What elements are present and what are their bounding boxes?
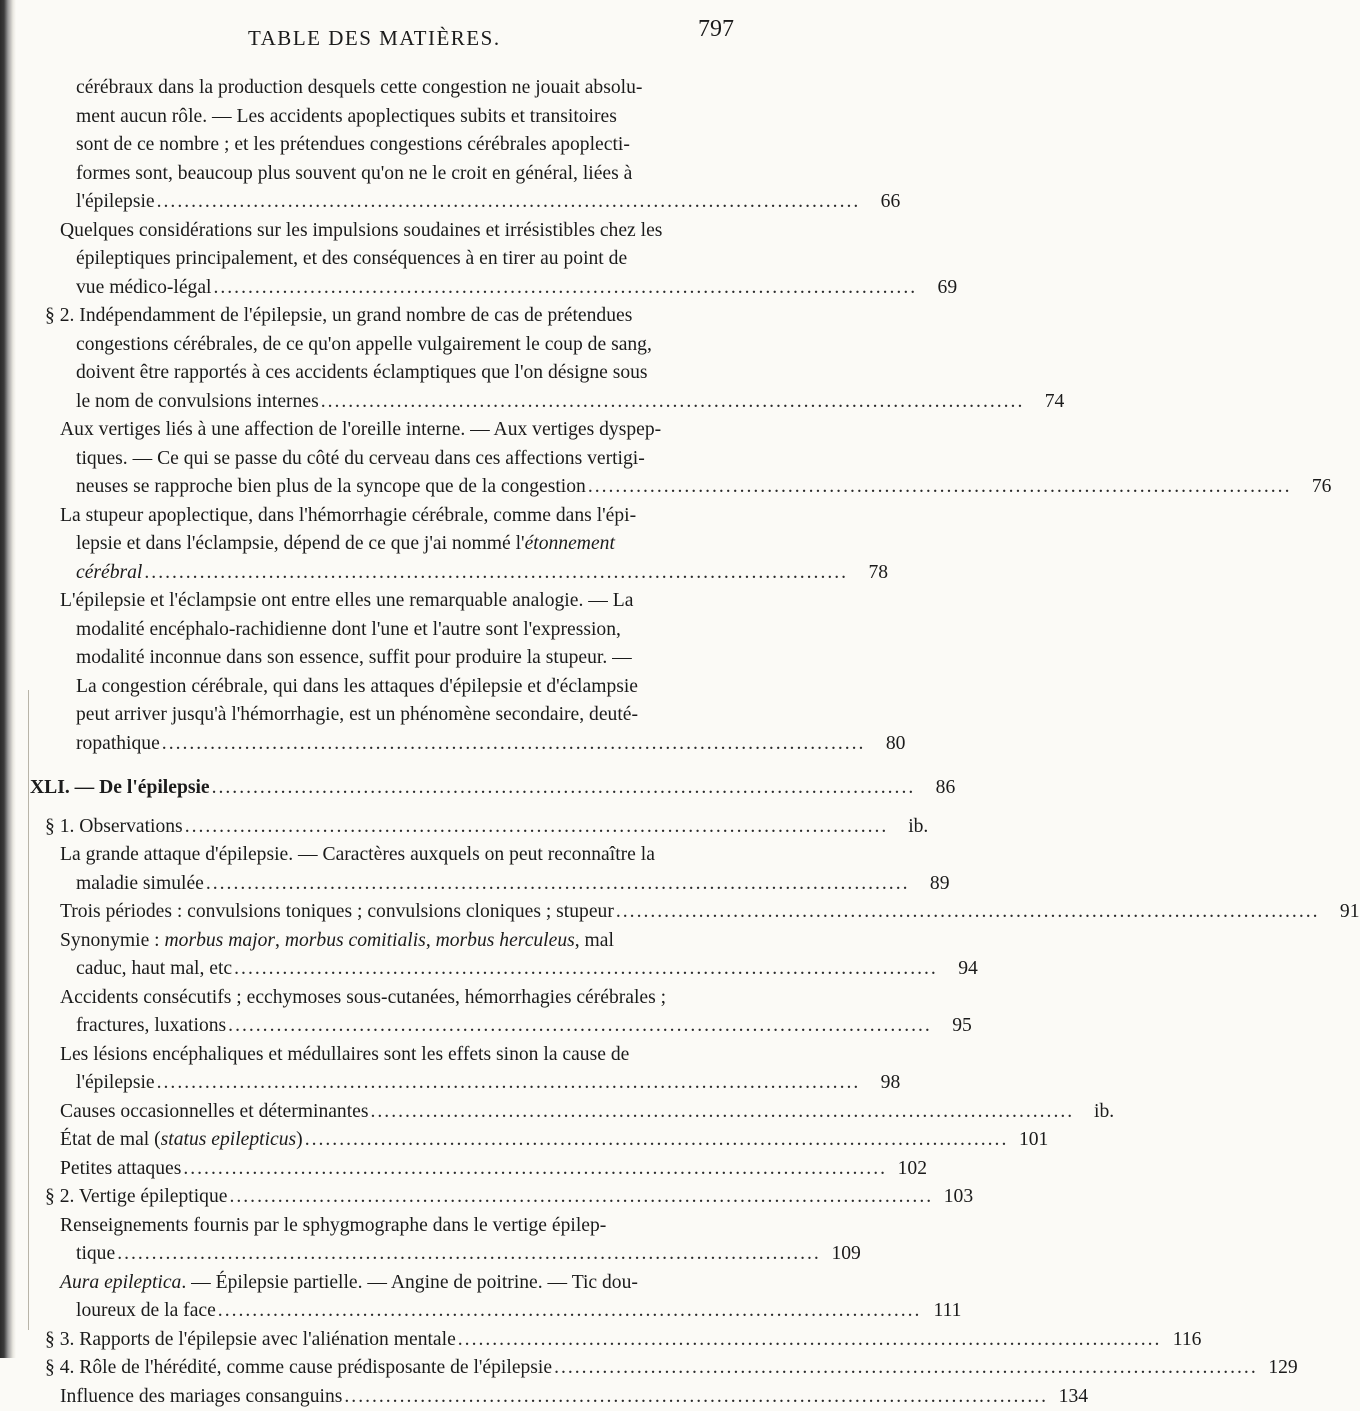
toc-line-last [0, 813, 735, 842]
running-head-title: TABLE DES MATIÈRES. [248, 26, 501, 51]
toc-line [0, 359, 800, 388]
chapter-heading [0, 774, 800, 803]
dot-leader: ...................................................................................................... [185, 813, 889, 842]
toc-entry [0, 927, 800, 984]
toc-line-last [0, 1155, 735, 1184]
table-of-contents [0, 74, 800, 1411]
toc-text-run: . — Épilepsie partielle. — Angine de poitrine. — Tic dou- [181, 1272, 638, 1293]
running-head [0, 0, 800, 70]
toc-page-ref: 103 [937, 1183, 973, 1212]
toc-line: Synonymie : morbus major, morbus comitialis, morbus herculeus, mal [0, 927, 800, 956]
toc-line-last [0, 188, 735, 217]
toc-text-run: lepsie et dans l'éclampsie, dépend de ce que j'ai nommé l' [76, 533, 525, 554]
toc-line [0, 131, 800, 160]
toc-italic: status epilepticus [161, 1129, 297, 1150]
toc-italic: morbus major [165, 930, 276, 951]
toc-entry [0, 74, 800, 217]
spacer [0, 803, 800, 813]
toc-line [0, 416, 800, 445]
toc-line-last [0, 955, 735, 984]
toc-text [30, 774, 210, 803]
toc-text [45, 1326, 456, 1355]
toc-entry [0, 984, 800, 1041]
toc-line [0, 701, 800, 730]
toc-text [60, 1126, 303, 1155]
dot-leader: ...................................................................................................... [144, 559, 848, 588]
toc-section [0, 1354, 800, 1383]
toc-page-ref: ib. [892, 813, 928, 842]
toc-text-run: loureux de la face [76, 1300, 216, 1321]
toc-text-run: sont de ce nombre ; et les prétendues congestions cérébrales apoplecti- [76, 134, 630, 155]
toc-entry [0, 587, 800, 758]
dot-leader: ...................................................................................................... [554, 1354, 1258, 1383]
margin-rule [28, 690, 29, 1330]
toc-line [0, 616, 800, 645]
toc-text-run: modalité inconnue dans son essence, suffit pour produire la stupeur. — [76, 647, 632, 668]
toc-entry [0, 1383, 800, 1411]
toc-line [0, 984, 800, 1013]
toc-text-run: tique [76, 1243, 115, 1264]
toc-text-run: Causes occasionnelles et déterminantes [60, 1101, 369, 1122]
toc-page-ref: 109 [825, 1240, 861, 1269]
toc-text [76, 1069, 155, 1098]
toc-section [0, 813, 800, 842]
toc-text-run: fractures, luxations [76, 1015, 226, 1036]
toc-text-run: § 3. Rapports de l'épilepsie avec l'aliénation mentale [45, 1329, 456, 1350]
dot-leader: ...................................................................................................... [183, 1155, 887, 1184]
toc-page-ref: 66 [864, 188, 900, 217]
toc-text-run: neuses se rapproche bien plus de la syncope que de la congestion [76, 476, 586, 497]
toc-line-last [0, 730, 735, 759]
dot-leader: ...................................................................................................... [212, 774, 916, 803]
toc-page-ref: 74 [1028, 388, 1064, 417]
toc-text-run: Influence des mariages consanguins [60, 1386, 342, 1407]
toc-page-ref: 95 [936, 1012, 972, 1041]
dot-leader: ...................................................................................................... [458, 1326, 1162, 1355]
toc-text-run: épileptiques principalement, et des conséquences à en tirer au point de [76, 248, 627, 269]
toc-page-ref: 80 [869, 730, 905, 759]
toc-page-ref: 116 [1165, 1326, 1201, 1355]
toc-italic: Aura epileptica [60, 1272, 181, 1293]
toc-page-ref: ib. [1078, 1098, 1114, 1127]
toc-italic: morbus comitialis [285, 930, 426, 951]
toc-entry [0, 1155, 800, 1184]
toc-page-ref: 76 [1295, 473, 1331, 502]
dot-leader: ...................................................................................................... [213, 274, 917, 303]
toc-line [0, 302, 800, 331]
toc-line-last [0, 870, 735, 899]
toc-text-run: maladie simulée [76, 873, 204, 894]
toc-text [76, 274, 211, 303]
toc-text-run: La congestion cérébrale, qui dans les attaques d'épilepsie et d'éclampsie [76, 676, 638, 697]
toc-text-run: Quelques considérations sur les impulsions soudaines et irrésistibles chez les [60, 220, 662, 241]
dot-leader: ...................................................................................................... [229, 1183, 933, 1212]
toc-entry [0, 1269, 800, 1326]
toc-text-run: le nom de convulsions internes [76, 391, 319, 412]
dot-leader: ...................................................................................................... [117, 1240, 821, 1269]
dot-leader: ...................................................................................................... [588, 473, 1292, 502]
toc-text-run: congestions cérébrales, de ce qu'on appelle vulgairement le coup de sang, [76, 334, 652, 355]
toc-text-run: § 2. Vertige épileptique [45, 1186, 227, 1207]
toc-text [76, 1297, 216, 1326]
chapter-title: XLI. — De l'épilepsie [30, 777, 210, 798]
toc-page-ref: 129 [1262, 1354, 1298, 1383]
toc-page-ref: 94 [942, 955, 978, 984]
toc-text-run: Aux vertiges liés à une affection de l'oreille interne. — Aux vertiges dyspep- [60, 419, 661, 440]
toc-text-run: § 1. Observations [45, 816, 183, 837]
toc-entry [0, 898, 800, 927]
toc-line-last [0, 1240, 735, 1269]
toc-line [0, 1041, 800, 1070]
toc-line-last [0, 1297, 735, 1326]
toc-text [45, 1354, 552, 1383]
toc-text-run: État de mal ( [60, 1129, 161, 1150]
toc-line [0, 502, 800, 531]
toc-text-run: l'épilepsie [76, 1072, 155, 1093]
toc-page-ref: 102 [891, 1155, 927, 1184]
toc-text-run: Petites attaques [60, 1158, 181, 1179]
toc-page-ref: 78 [852, 559, 888, 588]
toc-entry [0, 217, 800, 303]
toc-entry [0, 416, 800, 502]
toc-line-last [0, 1383, 735, 1411]
toc-line [0, 160, 800, 189]
toc-text [76, 730, 160, 759]
toc-line-last [0, 1183, 735, 1212]
toc-line-last [0, 898, 735, 927]
toc-text-run: Trois périodes : convulsions toniques ; convulsions cloniques ; stupeur [60, 901, 614, 922]
toc-text-run: ment aucun rôle. — Les accidents apoplectiques subits et transitoires [76, 106, 617, 127]
toc-line [0, 644, 800, 673]
toc-entry [0, 1098, 800, 1127]
dot-leader: ...................................................................................................... [206, 870, 910, 899]
toc-text [76, 1012, 226, 1041]
toc-page-ref: 101 [1012, 1126, 1048, 1155]
toc-line-last [0, 559, 735, 588]
page-number: 797 [698, 16, 734, 43]
spacer [0, 758, 800, 774]
dot-leader: ...................................................................................................... [157, 1069, 861, 1098]
toc-text [60, 1098, 369, 1127]
toc-text-run: Accidents consécutifs ; ecchymoses sous-cutanées, hémorrhagies cérébrales ; [60, 987, 666, 1008]
toc-line [0, 841, 800, 870]
toc-page-ref: 89 [914, 870, 950, 899]
toc-text [76, 955, 232, 984]
toc-text-run: , mal [575, 930, 614, 951]
toc-line-last [0, 1012, 735, 1041]
toc-entry [0, 841, 800, 898]
dot-leader: ...................................................................................................... [305, 1126, 1009, 1155]
toc-text [60, 1155, 181, 1184]
toc-text-run: cérébraux dans la production desquels cette congestion ne jouait absolu- [76, 77, 642, 98]
toc-text-run: ropathique [76, 733, 160, 754]
toc-text [76, 188, 155, 217]
dot-leader: ...................................................................................................... [218, 1297, 922, 1326]
toc-text-run: formes sont, beaucoup plus souvent qu'on ne le croit en général, liées à [76, 163, 632, 184]
toc-line-last [0, 1069, 735, 1098]
dot-leader: ...................................................................................................... [162, 730, 866, 759]
toc-line [0, 74, 800, 103]
dot-leader: ...................................................................................................... [234, 955, 938, 984]
toc-line [0, 331, 800, 360]
toc-text-run: ) [296, 1129, 303, 1150]
toc-text-run: La grande attaque d'épilepsie. — Caractères auxquels on peut reconnaître la [60, 844, 655, 865]
toc-line-last [0, 774, 735, 803]
dot-leader: ...................................................................................................... [321, 388, 1025, 417]
toc-text [45, 1183, 227, 1212]
toc-line-last [0, 274, 735, 303]
toc-text [76, 388, 319, 417]
toc-text [76, 559, 142, 588]
toc-entry [0, 302, 800, 416]
toc-entry [0, 1126, 800, 1155]
toc-text-run: L'épilepsie et l'éclampsie ont entre elles une remarquable analogie. — La [60, 590, 633, 611]
toc-text-run: doivent être rapportés à ces accidents éclamptiques que l'on désigne sous [76, 362, 648, 383]
toc-text-run: Renseignements fournis par le sphygmographe dans le vertige épilep- [60, 1215, 606, 1236]
toc-section [0, 1326, 800, 1355]
toc-line-last [0, 1098, 735, 1127]
toc-line [0, 217, 800, 246]
toc-page-ref: 69 [921, 274, 957, 303]
toc-italic: étonnement [525, 533, 615, 554]
toc-italic: morbus herculeus [436, 930, 575, 951]
toc-text [76, 870, 204, 899]
toc-page-ref: 111 [925, 1297, 961, 1326]
toc-page-ref: 91 [1324, 898, 1360, 927]
dot-leader: ...................................................................................................... [228, 1012, 932, 1041]
toc-text [76, 473, 586, 502]
toc-line [0, 587, 800, 616]
toc-entry [0, 1212, 800, 1269]
toc-line [0, 673, 800, 702]
toc-line [0, 103, 800, 132]
toc-text-run: peut arriver jusqu'à l'hémorrhagie, est un phénomène secondaire, deuté- [76, 704, 638, 725]
toc-line-last [0, 1326, 735, 1355]
toc-text-run: Synonymie : [60, 930, 165, 951]
toc-text-run: modalité encéphalo-rachidienne dont l'une et l'autre sont l'expression, [76, 619, 621, 640]
toc-text-run: § 4. Rôle de l'hérédité, comme cause prédisposante de l'épilepsie [45, 1357, 552, 1378]
toc-entry [0, 1041, 800, 1098]
toc-page-ref: 98 [864, 1069, 900, 1098]
dot-leader: ...................................................................................................... [157, 188, 861, 217]
toc-entry [0, 502, 800, 588]
toc-line [0, 1212, 800, 1241]
dot-leader: ...................................................................................................... [344, 1383, 1048, 1411]
toc-line-last [0, 473, 735, 502]
toc-text-run: caduc, haut mal, etc [76, 958, 232, 979]
toc-line [0, 530, 800, 559]
toc-section [0, 1183, 800, 1212]
toc-line-last [0, 388, 735, 417]
toc-line-last [0, 1354, 735, 1383]
toc-text-run: l'épilepsie [76, 191, 155, 212]
toc-text [60, 898, 614, 927]
toc-line [0, 445, 800, 474]
toc-line [0, 245, 800, 274]
toc-text-run: tiques. — Ce qui se passe du côté du cerveau dans ces affections vertigi- [76, 448, 645, 469]
dot-leader: ...................................................................................................... [371, 1098, 1075, 1127]
toc-line [0, 1269, 800, 1298]
dot-leader: ...................................................................................................... [616, 898, 1320, 927]
toc-text-run: § 2. Indépendamment de l'épilepsie, un grand nombre de cas de prétendues [45, 305, 632, 326]
toc-page-ref: 134 [1052, 1383, 1088, 1411]
toc-text [60, 1383, 342, 1411]
toc-text [76, 1240, 115, 1269]
toc-italic: cérébral [76, 562, 142, 583]
toc-text-run: Les lésions encéphaliques et médullaires sont les effets sinon la cause de [60, 1044, 629, 1065]
toc-text-run: La stupeur apoplectique, dans l'hémorrhagie cérébrale, comme dans l'épi- [60, 505, 636, 526]
toc-text [45, 813, 183, 842]
toc-page-ref: 86 [919, 774, 955, 803]
toc-line-last [0, 1126, 735, 1155]
toc-text-run: vue médico-légal [76, 277, 211, 298]
